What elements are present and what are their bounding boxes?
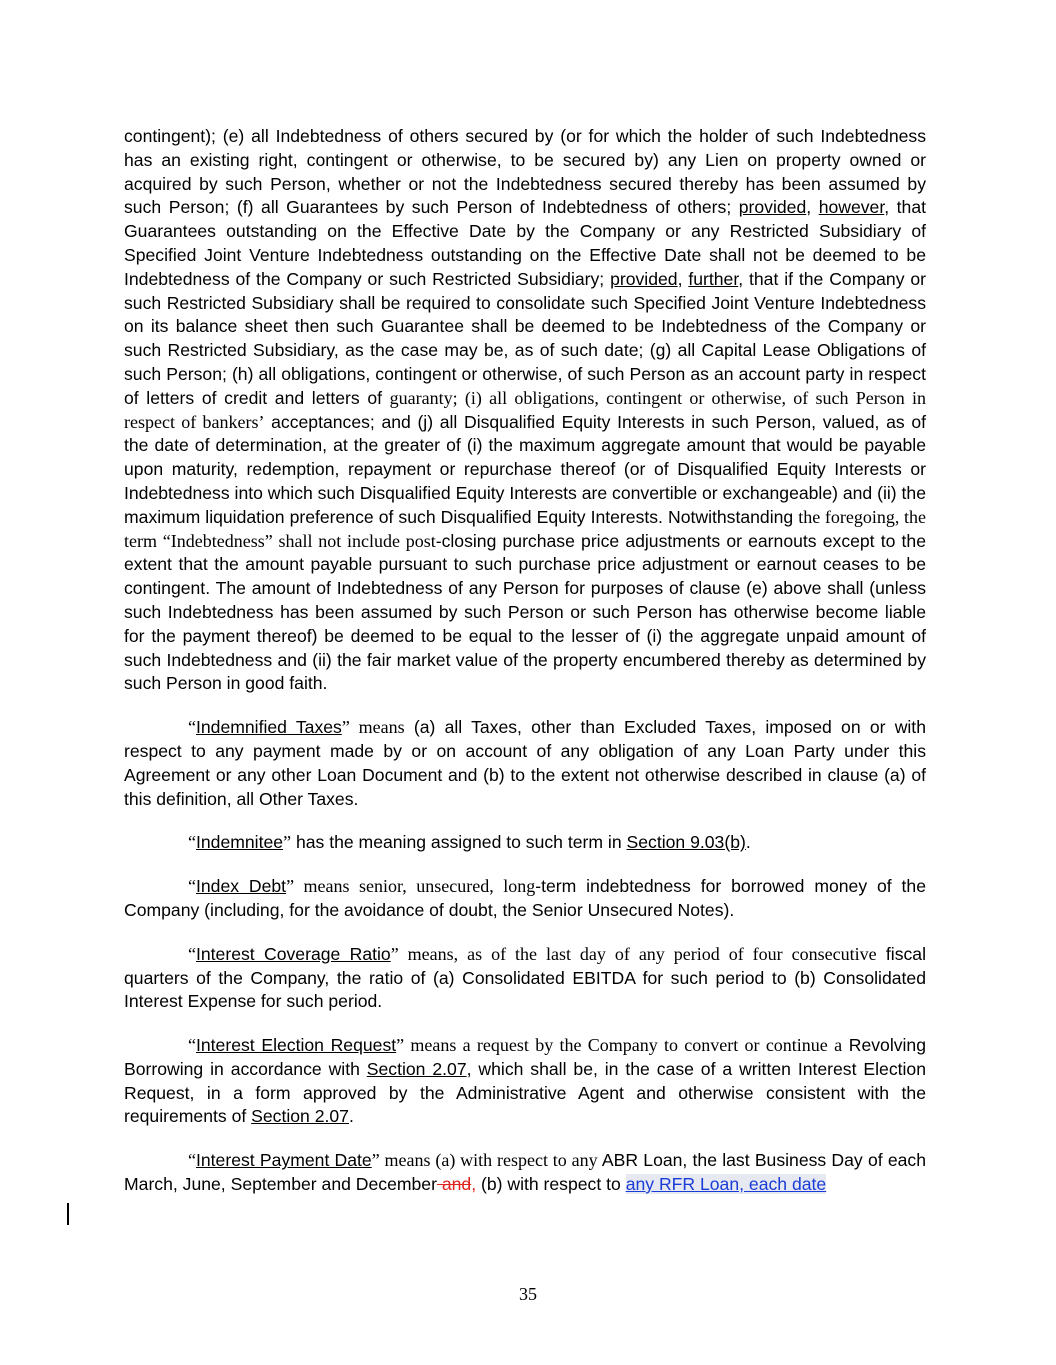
quote-open: “ bbox=[188, 1150, 196, 1171]
definition-interest-election-request bbox=[124, 1034, 926, 1129]
inserted-hyperlink-text[interactable]: any RFR Loan, each date bbox=[625, 1174, 827, 1195]
definition-indemnitee bbox=[124, 831, 926, 855]
quote-close: ” means a request by the Company to convert or continue a bbox=[396, 1035, 843, 1056]
definition-text: . bbox=[745, 832, 751, 853]
quote-close: ” means bbox=[341, 717, 405, 738]
definition-text: Revolving Borrowing in accordance with bbox=[124, 1035, 927, 1079]
quote-close: ” means senior, unsecured, long bbox=[286, 876, 536, 897]
defined-term: Interest Coverage Ratio bbox=[196, 943, 391, 964]
section-reference: Section 2.07 bbox=[366, 1058, 467, 1079]
defined-term: Interest Election Request bbox=[196, 1035, 397, 1056]
definition-text: (a) all Taxes, other than Excluded Taxes, imposed on or with respect to any payment made by or on account of any obligation of any Loan Party under this Agreement or any other Loan Document and (b) to the extent not otherwise described in clause (a) of this definition, all Other Taxes. bbox=[124, 717, 926, 809]
quote-open: “ bbox=[188, 943, 196, 964]
text-run: contingent); (e) all Indebtedness of others secured by (or for which the holder of such Indebtedness has an existing right, contingent or otherwise, to be secured by) any Lien on property owned or acquired by such Person, whether or not the Indebtedness secured thereby has been assumed by such Person; (f) all Guarantees by such Person of Indebtedness of others; bbox=[124, 126, 926, 218]
definition-index-debt bbox=[124, 875, 926, 923]
quote-close: ” bbox=[283, 832, 292, 853]
text-run: , bbox=[677, 268, 689, 289]
text-run: the foregoing, the term “Indebtedness” shall not include post bbox=[124, 506, 926, 551]
provided-term: provided bbox=[738, 197, 807, 218]
quote-open: “ bbox=[188, 876, 196, 897]
quote-open: “ bbox=[188, 717, 196, 738]
definition-text: has the meaning assigned to such term in bbox=[291, 832, 627, 853]
defined-term: Indemnitee bbox=[196, 832, 284, 853]
quote-open: “ bbox=[188, 1035, 196, 1056]
text-run: acceptances; and (j) all Disqualified Equity Interests in such Person, valued, as of the date of determination, at the greater of (i) the maximum aggregate amount that would be payable upon maturity, redemption, repayment or repurchase thereof (or of Disqualified Equity Interests or Indebtedness into which such Disqualified Equity Interests are convertible or exchangeable) and (ii) the maximum liquidation preference of such Disqualified Equity Interests. Notwithstanding bbox=[124, 411, 926, 527]
defined-term: Interest Payment Date bbox=[196, 1150, 372, 1171]
definition-interest-payment-date bbox=[124, 1149, 926, 1197]
definition-text: (b) with respect to bbox=[476, 1174, 626, 1195]
definition-text: , which shall be, in the case of a written Interest Election Request, in a form approved by the Administrative Agent and otherwise consistent with the requirements of bbox=[124, 1058, 926, 1127]
quote-open: “ bbox=[188, 832, 196, 853]
quote-close: ” means (a) with respect to any bbox=[371, 1150, 598, 1171]
definition-indemnified-taxes bbox=[124, 716, 926, 811]
document-body bbox=[124, 125, 926, 1217]
provided-term: provided bbox=[610, 268, 678, 289]
text-run: , bbox=[806, 197, 819, 218]
text-run: , that if the Company or such Restricted Subsidiary shall be required to consolidate such Specified Joint Venture Indebtedness on its balance sheet then such Guarantee shall be deemed to be Indebtedness of the Company or such Restricted Subsidiary, as the case may be, as of such date; (g) all Capital Lease Obligations of such Person; (h) all obligations, contingent or otherwise, of such Person as an account party in respect of letters of credit and letters of bbox=[124, 268, 927, 408]
tracked-deletion: and bbox=[436, 1174, 472, 1195]
defined-term: Index Debt bbox=[196, 876, 287, 897]
change-bar bbox=[67, 1203, 69, 1225]
defined-term: Indemnified Taxes bbox=[196, 717, 342, 738]
text-run: , that Guarantees outstanding on the Effective Date by the Company or any Restricted Subsidiary of Specified Joint Venture Indebtedness outstanding on the Effective Date shall not be deemed to be Indebtedness of the Company or such Restricted Subsidiary; bbox=[124, 197, 926, 289]
definition-interest-coverage-ratio bbox=[124, 943, 926, 1014]
further-term: further bbox=[688, 268, 739, 289]
indebtedness-continuation-paragraph bbox=[124, 125, 926, 696]
page-number: 35 bbox=[519, 1284, 537, 1304]
section-reference: Section 2.07 bbox=[251, 1106, 349, 1127]
tracked-insertion: , bbox=[471, 1174, 477, 1195]
definition-text: . bbox=[348, 1106, 354, 1127]
section-reference: Section 9.03(b) bbox=[626, 832, 746, 853]
however-term: however bbox=[818, 197, 885, 218]
text-run: guaranty; (i) all obligations, contingent or otherwise, of such Person in respect of bankers’ bbox=[124, 387, 926, 432]
text-run: -closing purchase price adjustments or earnouts except to the extent that the amount payable pursuant to such purchase price adjustment or earnout ceases to be contingent. The amount of Indebtedness of any Person for purposes of clause (e) above shall (unless such Indebtedness has been assumed by such Person or such Person has otherwise become liable for the payment thereof) be deemed to be equal to the lesser of (i) the aggregate unpaid amount of such Indebtedness and (ii) the fair market value of the property encumbered thereby as determined by such Person in good faith. bbox=[124, 530, 926, 694]
definition-text: fiscal quarters of the Company, the ratio of (a) Consolidated EBITDA for such period to (b) Consolidated Interest Expense for such period. bbox=[124, 943, 926, 1012]
definition-text: ABR Loan, the last Business Day of each March, June, September and December bbox=[124, 1150, 926, 1195]
definition-text: -term indebtedness for borrowed money of the Company (including, for the avoidance of doubt, the Senior Unsecured Notes). bbox=[124, 876, 926, 920]
quote-close: ” means, as of the last day of any period of four consecutive bbox=[390, 943, 877, 964]
